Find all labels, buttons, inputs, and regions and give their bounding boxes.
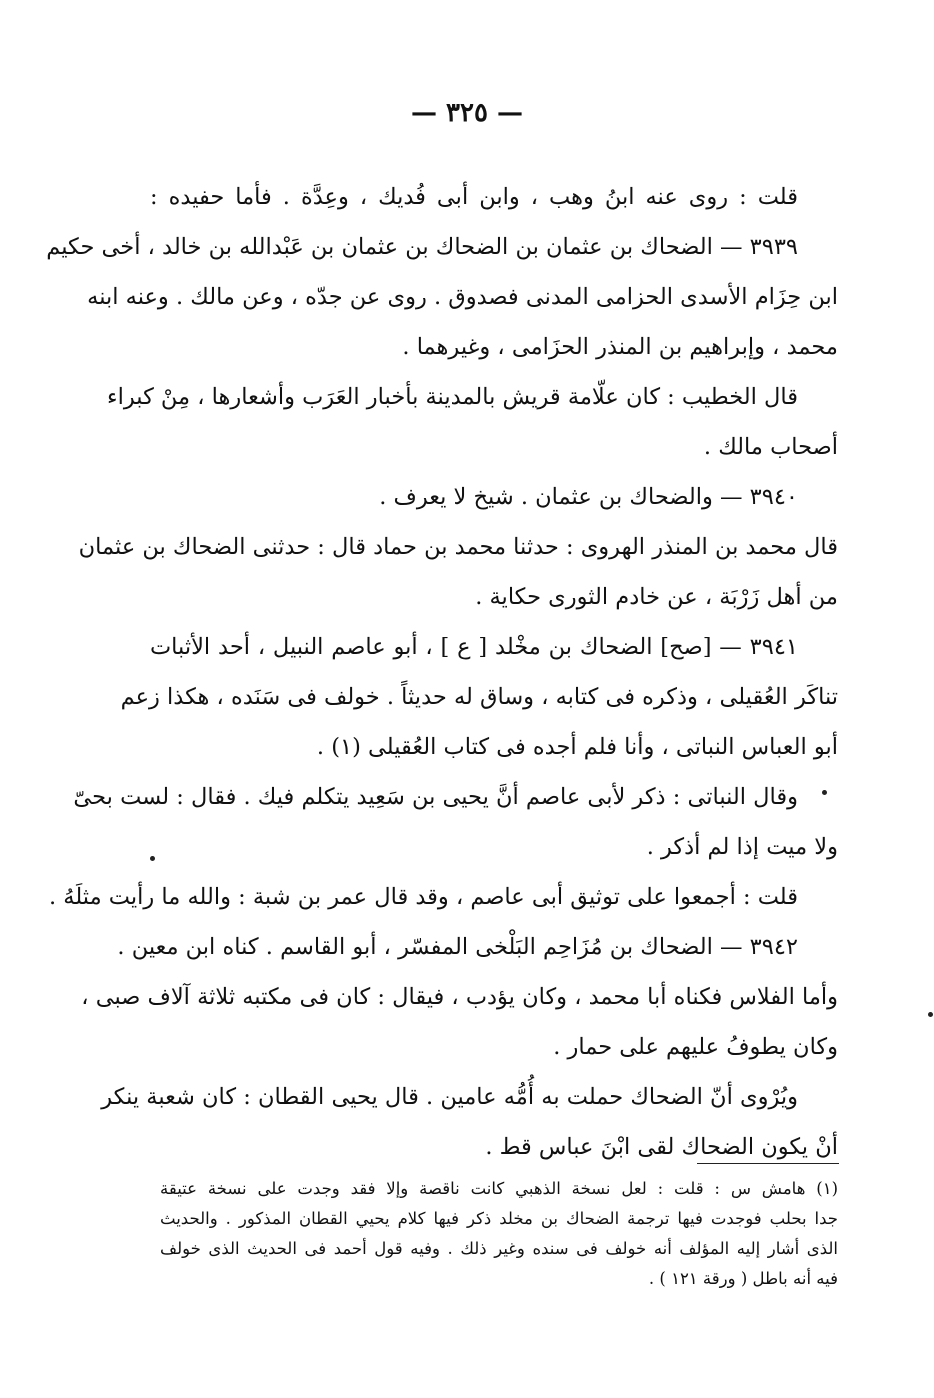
- footnotes: [160, 1174, 838, 1294]
- ink-speck: [928, 1012, 933, 1017]
- footnote-line: فيه أنه باطل ( ورقة ١٢١ ) .: [648, 1269, 838, 1288]
- ink-speck: [150, 856, 155, 861]
- footnote-line: (١) هامش س : قلت : لعل نسخة الذهبي كانت ناقصة وإلا فقد وجدت على نسخة عتيقة: [160, 1179, 838, 1198]
- text-line: قال محمد بن المنذر الهروى : حدثنا محمد بن حماد قال : حدثنى الضحاك بن عثمان: [78, 534, 838, 560]
- text-line: ابن حِزَام الأسدى الحزامى المدنى فصدوق . روى عن جدّه ، وعن مالك . وعنه ابنه: [87, 284, 838, 310]
- text-line: قلت : أجمعوا على توثيق أبى عاصم ، وقد قال عمر بن شبة : والله ما رأيت مثلَهُ .: [48, 884, 798, 910]
- page-number: — ٣٢٥ —: [410, 98, 524, 128]
- entry-3940-line: ٣٩٤٠ — والضحاك بن عثمان . شيخ لا يعرف .: [379, 484, 798, 510]
- text-line: ولا ميت إذا لم أذكر .: [646, 834, 838, 860]
- footnote-divider: [697, 1163, 839, 1164]
- ink-speck: [822, 790, 827, 795]
- main-text: [46, 172, 838, 1172]
- footnote-line: جدا بحلب فوجدت فيها ترجمة الضحاك بن مخلد ذكر فيها كلام يحيي القطان المذكور . والحديث: [160, 1209, 838, 1228]
- text-line: قلت : روى عنه ابنُ وهب ، وابن أبى فُديك ، وعِدَّة . فأما حفيده :: [150, 184, 798, 210]
- text-line: وأما الفلاس فكناه أبا محمد ، وكان يؤدب ، فيقال : كان فى مكتبه ثلاثة آلاف صبى ،: [81, 984, 838, 1010]
- text-line: محمد ، وإبراهيم بن المنذر الحزَامى ، وغيرهما .: [402, 334, 838, 360]
- entry-3942-line: ٣٩٤٢ — الضحاك بن مُزَاحِم البَلْخى المفسّر ، أبو القاسم . كناه ابن معين .: [117, 934, 798, 960]
- entry-3941-line: ٣٩٤١ — [صح] الضحاك بن مخْلد [ ع ] ، أبو عاصم النبيل ، أحد الأثبات: [150, 634, 798, 660]
- entry-3939-line: ٣٩٣٩ — الضحاك بن عثمان بن الضحاك بن عثمان بن عَبْدالله بن خالد ، أخى حكيم: [46, 234, 798, 260]
- text-line: أصحاب مالك .: [703, 434, 838, 460]
- text-line: قال الخطيب : كان علّامة قريش بالمدينة بأخبار العَرَب وأشعارها ، مِنْ كبراء: [107, 384, 798, 410]
- text-line: من أهل زَرْبَة ، عن خادم الثورى حكاية .: [475, 584, 838, 610]
- footnote-line: الذى أشار إليه المؤلف أنه خولف فى سنده وغير ذلك . وفيه قول أحمد فى الحديث الذى خولف: [160, 1239, 838, 1258]
- text-line: أبو العباس النباتى ، وأنا فلم أجده فى كتاب العُقيلى (١) .: [316, 734, 838, 760]
- text-line: وقال النباتى : ذكر لأبى عاصم أنَّ يحيى بن سَعِيد يتكلم فيك . فقال : لست بحىّ: [73, 784, 798, 810]
- text-line: وكان يطوفُ عليهم على حمار .: [553, 1034, 838, 1060]
- text-line: تناكَر العُقيلى ، وذكره فى كتابه ، وساق له حديثاً . خولف فى سَنَده ، هكذا زعم: [120, 684, 838, 710]
- text-line: ويُرْوى أنّ الضحاك حملت به أُمُّه عامين . قال يحيى القطان : كان شعبة ينكر: [101, 1084, 798, 1110]
- text-line: أنْ يكون الضحاك لقى ابْنَ عباس قط .: [485, 1134, 838, 1160]
